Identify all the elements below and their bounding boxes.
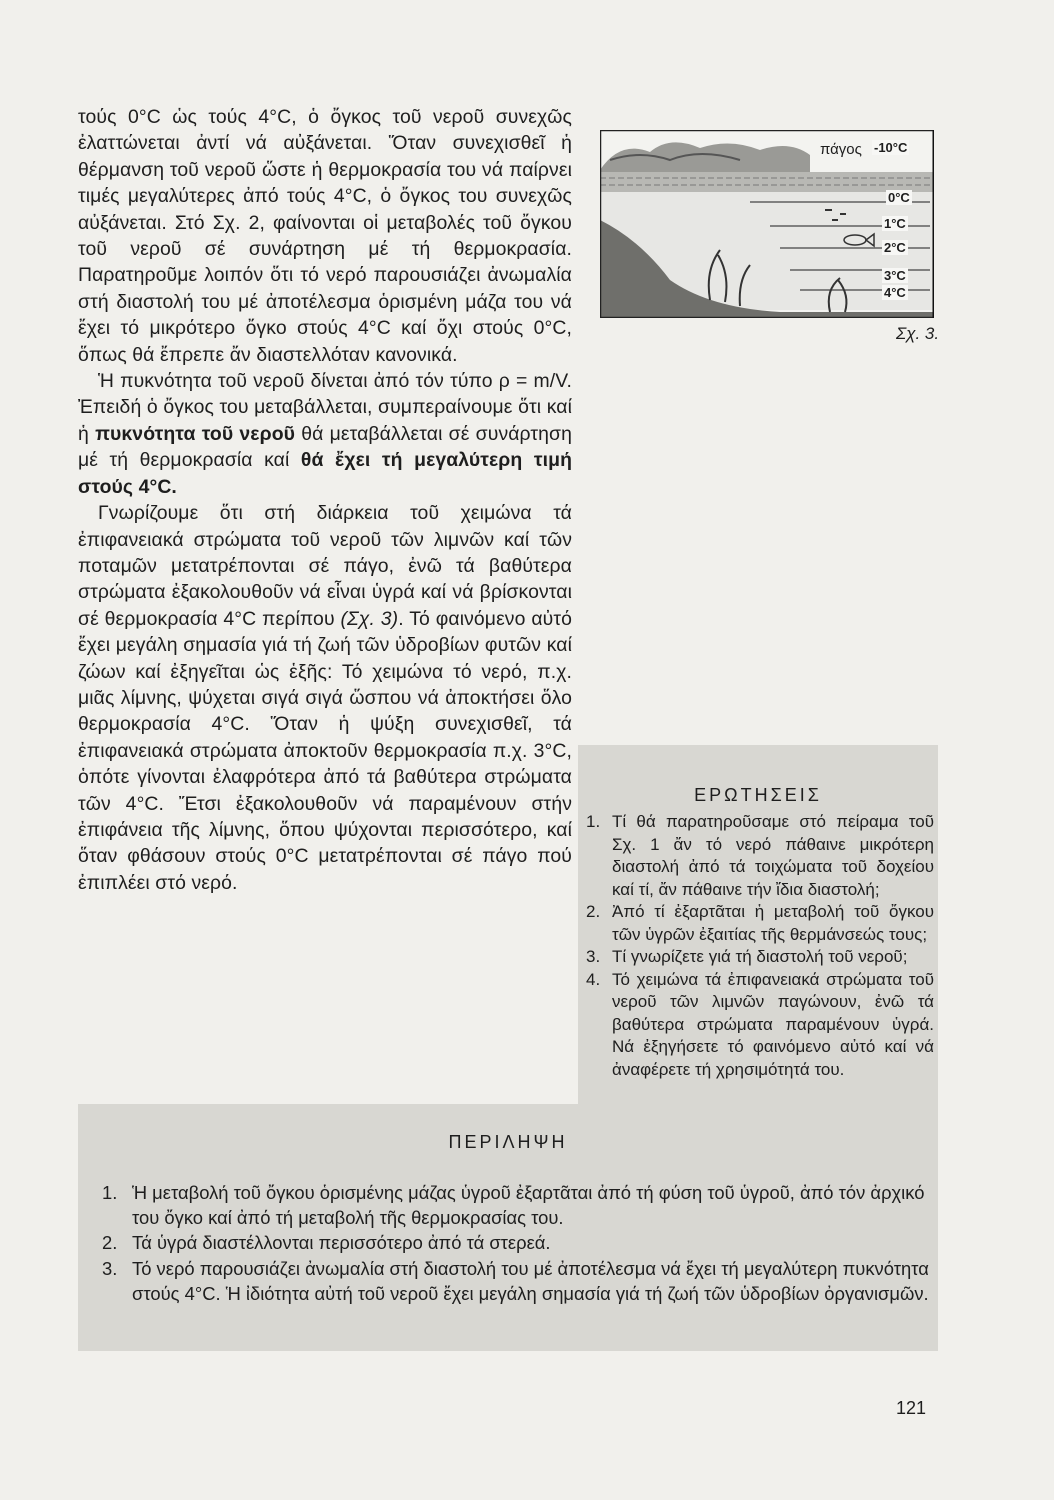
summary-text: Ἡ μεταβολή τοῦ ὄγκου ὁρισμένης μάζας ὑγροῦ ἐξαρτᾶται ἀπό τή φύση τοῦ ὑγροῦ, ἀπό τόν ἀρχικό του ὄγκο καί ἀπό τή μεταβολή τῆς θερμοκρασίας του.: [132, 1182, 925, 1229]
density-bold-term: πυκνότητα τοῦ νεροῦ: [95, 422, 296, 445]
lake-text-c: . Τό φαινόμενο αὐτό ἔχει μεγάλη σημασία γιά τή ζωή τῶν ὑδροβίων φυτῶν καί ζώων καί ἐξηγεῖται ὡς ἑξῆς: Τό χειμώνα τό νερό, π.χ. μιᾶς λίμνης, ψύχεται σιγά σιγά ὥσπου νά ἀποκτήσει ὅλο θερμοκρασία 4°C. Ὅταν ἡ ψύξη συνεχισθεῖ, τά ἐπιφανειακά στρώματα ἀποκτοῦν θερμοκρασία π.χ. 3°C, ὁπότε γίνονται ἐλαφρότερα ἀπό τά βαθύτερα στρώματα τῶν 4°C. Ἔτσι ἐξακολουθοῦν νά παραμένουν στήν ἐπιφάνεια τῆς λίμνης, ὅπου ψύχονται περισσότερο, καί ὅταν φθάσουν στούς 0°C μετατρέπονται σέ πάγο πού ἐπιπλέει στό νερό.: [78, 607, 572, 894]
questions-list: [582, 811, 934, 1081]
summary-title: ΠΕΡΙΛΗΨΗ: [448, 1132, 568, 1152]
question-text: Ἀπό τί ἐξαρτᾶται ἡ μεταβολή τοῦ ὄγκου τῶν ὑγρῶν ἐξαιτίας τῆς θερμάνσεώς τους;: [612, 902, 934, 944]
summary-text: Τά ὑγρά διαστέλλονται περισσότερο ἀπό τά στερεά.: [132, 1232, 551, 1254]
question-number: 4.: [586, 969, 601, 989]
question-text: Τί θά παρατηροῦσαμε στό πείραμα τοῦ Σχ. 1 ἄν τό νερό πάθαινε μικρότερη διαστολή ἀπό τά τοιχώματα τοῦ δοχείου καί τί, ἄν πάθαινε τήν ἴδια διαστολή;: [612, 812, 934, 899]
ice-label: πάγος: [820, 141, 862, 158]
summary-text: Τό νερό παρουσιάζει ἀνωμαλία στή διαστολή του μέ ἀποτέλεσμα νά ἔχει τή μεγαλύτερη πυκνότητα στούς 4°C. Ἡ ἰδιότητα αὐτή τοῦ νεροῦ ἔχει μεγάλη σημασία γιά τή ζωή τῶν ὑδροβίων ὀργανισμῶν.: [132, 1257, 929, 1304]
main-text-column: [78, 104, 572, 896]
question-number: 3.: [586, 947, 601, 966]
density-text-a: Ἡ πυκνότητα τοῦ νεροῦ δίνεται ἀπό τόν τύπο ρ = m/V. Ἐπειδή ὁ ὄγκος του μεταβάλλεται, συμπεραίνουμε ὅτι καί ἡ: [78, 370, 572, 445]
lake-text-a: Γνωρίζουμε ὅτι στή διάρκεια τοῦ χειμώνα τά ἐπιφανειακά στρώματα τοῦ νεροῦ τῶν λιμνῶν καί τῶν ποταμῶν μετατρέπονται σέ πάγο, ἐνῶ τά βαθύτερα στρώματα ἐξακολουθοῦν νά εἶναι ὑγρά καί νά βρίσκονται σέ θερμοκρασία 4°C περίπου: [78, 502, 572, 630]
summary-list: [102, 1180, 932, 1306]
question-item: [582, 811, 934, 901]
page-number: 121: [896, 1398, 927, 1418]
temp-label-2: 2°C: [884, 240, 906, 255]
summary-item: [102, 1180, 932, 1230]
summary-box: [78, 1104, 938, 1351]
question-number: 2.: [586, 902, 601, 921]
question-item: [582, 946, 934, 969]
question-text: Τί γνωρίζετε γιά τή διαστολή τοῦ νεροῦ;: [612, 947, 908, 966]
temp-label-4: 4°C: [884, 285, 906, 300]
paragraph-density: [78, 368, 572, 500]
questions-title: ΕΡΩΤΗΣΕΙΣ: [694, 785, 822, 805]
paragraph-lake-freezing: [78, 500, 572, 896]
question-item: [582, 969, 934, 1082]
temp-label-0: 0°C: [888, 190, 910, 205]
questions-box: [578, 745, 938, 1105]
density-bold-conclusion: θά ἔχει τή μεγαλύτερη τιμή στούς 4°C.: [78, 449, 573, 498]
summary-number: 1.: [102, 1182, 118, 1203]
figure-frozen-lake: [600, 130, 934, 318]
question-text: Τό χειμώνα τά ἐπιφανειακά στρώματα τοῦ νεροῦ τῶν λιμνῶν παγώνουν, ἐνῶ τά βαθύτερα στρώματα παραμένουν ὑγρά. Νά ἐξηγήσετε τό φαινόμενο αὐτό καί νά ἀναφέρετε τή χρησιμότητά του.: [612, 969, 934, 1079]
density-text-c: θά μεταβάλλεται σέ συνάρτηση μέ τή θερμοκρασία καί: [78, 422, 572, 472]
summary-item: [102, 1230, 932, 1255]
paragraph-volume-change: τούς 0°C ὡς τούς 4°C, ὁ ὄγκος τοῦ νεροῦ συνεχῶς ἐλαττώνεται ἀντί νά αὐξάνεται. Ὅταν συνεχισθεῖ ἡ θέρμανση τοῦ νεροῦ ὥστε ἡ θερμοκρασία του νά παίρνει τιμές μεγαλύτερες ἀπό τούς 4°C, ὁ ὄγκος του συνεχῶς αὐξάνεται. Στό Σχ. 2, φαίνονται οἱ μεταβολές τοῦ ὄγκου τοῦ νεροῦ σέ συνάρτηση μέ τή θερμοκρασία. Παρατηροῦμε λοιπόν ὅτι τό νερό παρουσιάζει ἀνωμαλία στή διαστολή του μέ ἀποτέλεσμα ὁρισμένη μάζα του νά ἔχει τό μικρότερο ὄγκο στούς 4°C καί ὄχι στούς 0°C, ὅπως θά ἔπρεπε ἄν διαστελλόταν κανονικά.: [78, 106, 572, 366]
summary-item: [102, 1256, 932, 1306]
summary-number: 2.: [102, 1232, 118, 1254]
lake-figure-ref: (Σχ. 3): [340, 607, 399, 630]
temp-label-1: 1°C: [884, 216, 906, 231]
question-number: 1.: [586, 812, 601, 831]
figure-caption: Σχ. 3.: [896, 324, 940, 343]
summary-number: 3.: [102, 1257, 118, 1279]
temp-label-3: 3°C: [884, 268, 906, 283]
question-item: [582, 901, 934, 946]
temp-label-minus10: -10°C: [874, 140, 908, 155]
